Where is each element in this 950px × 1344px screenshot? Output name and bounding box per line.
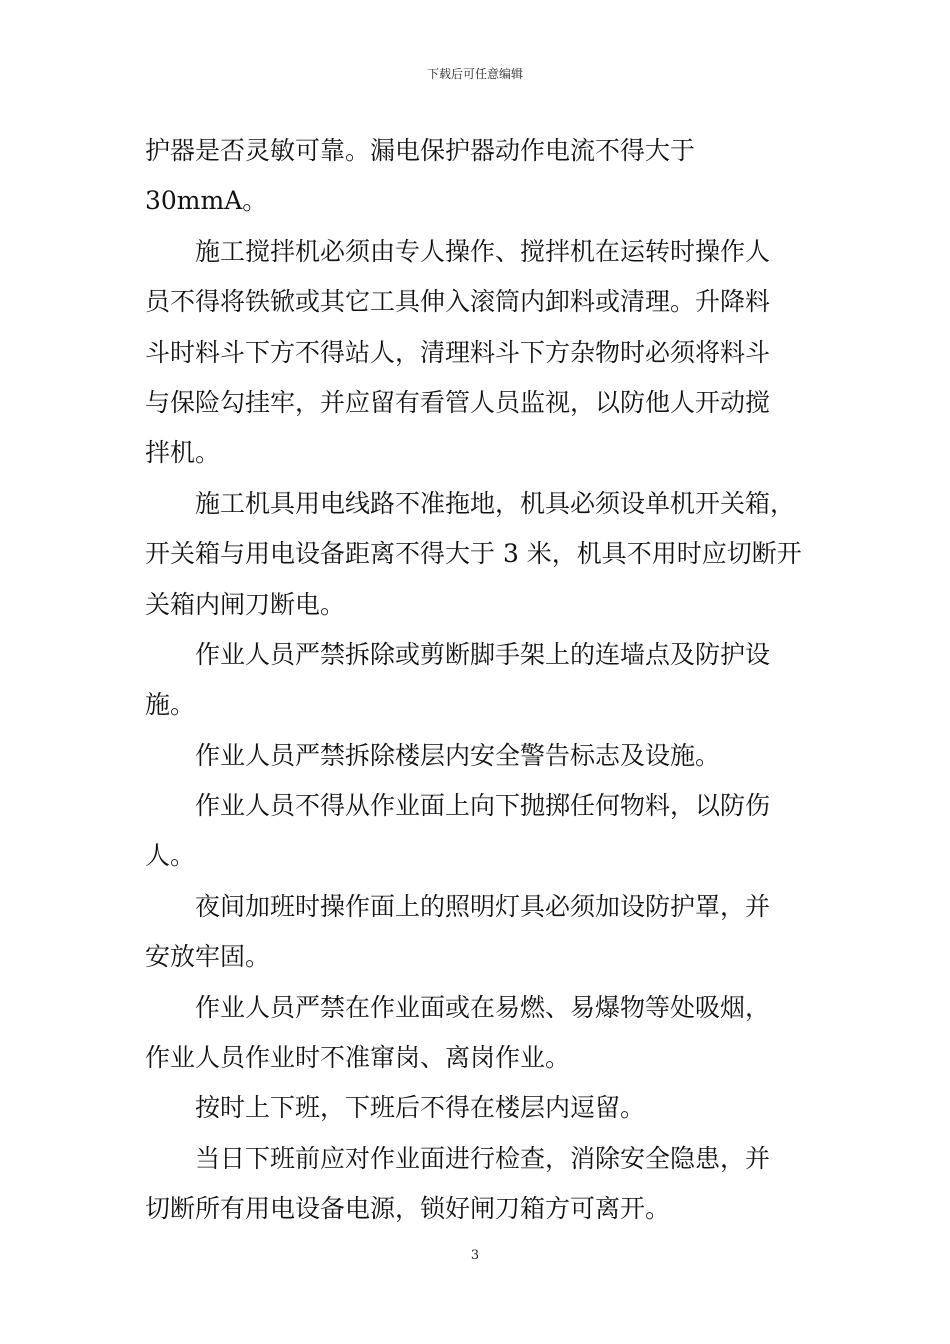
text-line: 施工机具用电线路不准拖地，机具必须设单机开关箱，	[195, 488, 796, 518]
text-line: 按时上下班，下班后不得在楼层内逗留。	[195, 1093, 646, 1123]
text-line: 拌机。	[145, 438, 221, 468]
text-line: 关箱内闸刀断电。	[145, 589, 346, 619]
page-header: 下载后可任意编辑	[426, 67, 523, 81]
text-line: 开关箱与用电设备距离不得大于 3 米，机具不用时应切断开	[145, 539, 802, 569]
text-line: 施工搅拌机必须由专人操作、搅拌机在运转时操作人	[195, 236, 771, 266]
text-line: 斗时料斗下方不得站人，清理料斗下方杂物时必须将料斗	[145, 337, 771, 367]
text-line: 切断所有用电设备电源，锁好闸刀箱方可离开。	[145, 1194, 671, 1224]
text-line: 施。	[145, 690, 196, 720]
text-line: 作业人员严禁拆除楼层内安全警告标志及设施。	[195, 740, 721, 770]
text-line: 夜间加班时操作面上的照明灯具必须加设防护罩，并	[195, 891, 771, 921]
text-line: 作业人员严禁拆除或剪断脚手架上的连墙点及防护设	[195, 639, 771, 669]
text-line: 作业人员作业时不准窜岗、离岗作业。	[145, 1043, 571, 1073]
page-number: 3	[470, 1248, 480, 1263]
document-body	[145, 126, 813, 1235]
text-line: 与保险勾挂牢，并应留有看管人员监视，以防他人开动搅	[145, 387, 771, 417]
text-line: 作业人员不得从作业面上向下抛掷任何物料，以防伤	[195, 791, 771, 821]
text-line: 作业人员严禁在作业面或在易燃、易爆物等处吸烟，	[195, 992, 771, 1022]
text-line: 30mmA。	[145, 186, 268, 216]
text-line: 当日下班前应对作业面进行检查，消除安全隐患，并	[195, 1143, 771, 1173]
text-line: 护器是否灵敏可靠。漏电保护器动作电流不得大于	[145, 136, 696, 165]
text-line: 员不得将铁锨或其它工具伸入滚筒内卸料或清理。升降料	[145, 287, 771, 317]
text-line: 人。	[145, 841, 196, 871]
text-line: 安放牢固。	[145, 942, 271, 972]
